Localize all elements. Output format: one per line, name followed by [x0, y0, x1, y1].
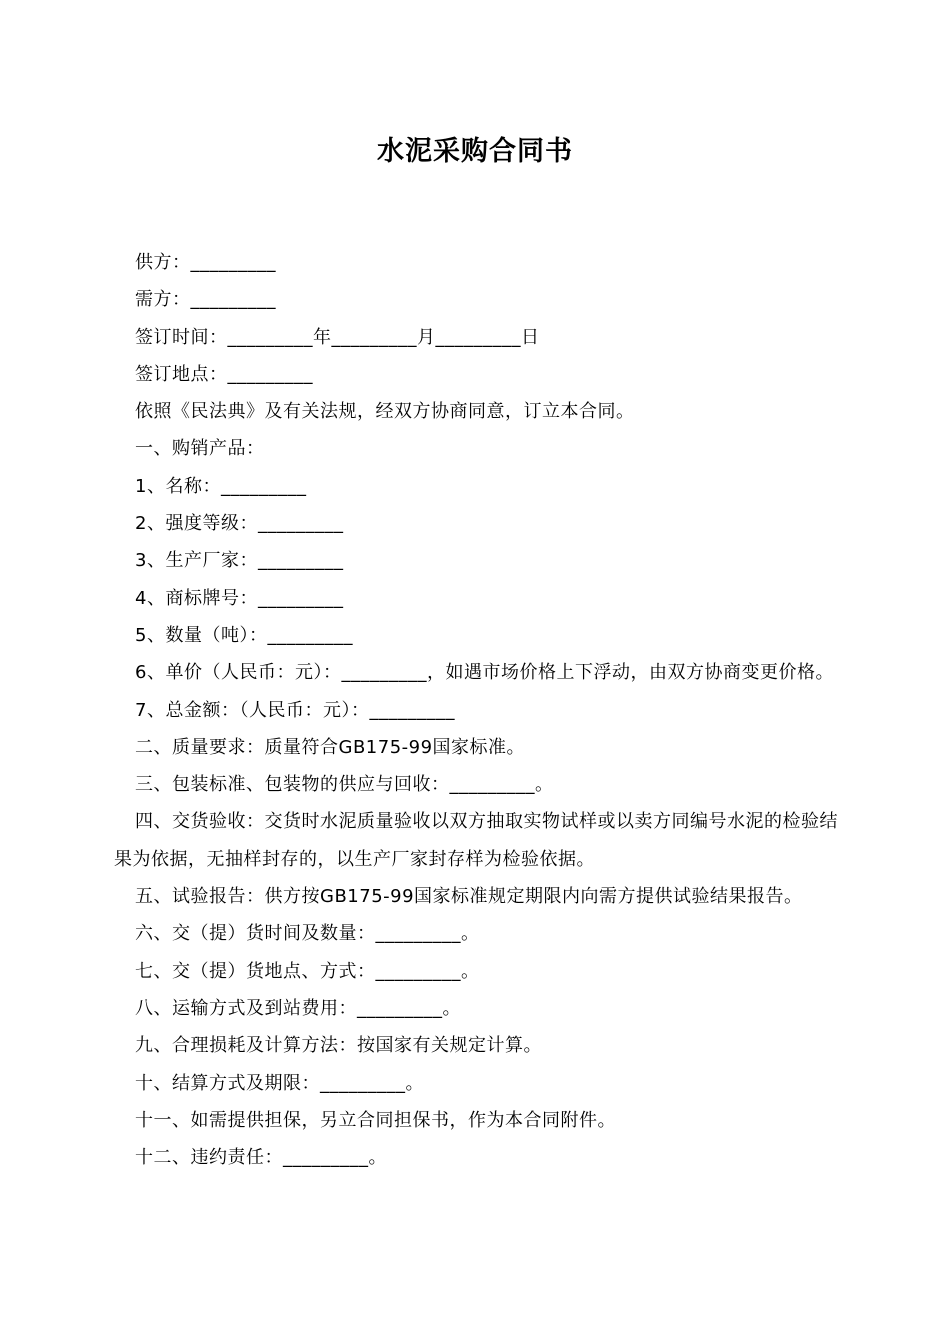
preamble-paragraph: 依照《民法典》及有关法规，经双方协商同意，订立本合同。 [135, 401, 635, 423]
quality-requirement-paragraph: 二、质量要求：质量符合GB175-99国家标准。 [135, 736, 526, 758]
manufacturer-line: 3、生产厂家：_________ [135, 550, 344, 572]
unit-price-paragraph: 6、单价（人民币：元）：_________，如遇市场价格上下浮动，由双方协商变更价格。 [135, 662, 834, 684]
packaging-paragraph: 三、包装标准、包装物的供应与回收：_________。 [135, 774, 554, 796]
quantity-line: 5、数量（吨）：_________ [135, 624, 353, 646]
strength-grade-line: 2、强度等级：_________ [135, 513, 344, 535]
delivery-time-paragraph: 六、交（提）货时间及数量：_________。 [135, 923, 480, 945]
product-name-line: 1、名称：_________ [135, 475, 307, 497]
brand-line: 4、商标牌号：_________ [135, 587, 344, 609]
transport-paragraph: 八、运输方式及到站费用：_________。 [135, 997, 461, 1019]
loss-calculation-paragraph: 九、合理损耗及计算方法：按国家有关规定计算。 [135, 1035, 542, 1057]
settlement-paragraph: 十、结算方式及期限：_________。 [135, 1072, 424, 1094]
document-title: 水泥采购合同书 [377, 136, 573, 167]
test-report-paragraph: 五、试验报告：供方按GB175-99国家标准规定期限内向需方提供试验结果报告。 [135, 886, 803, 908]
signing-place-line: 签订地点：_________ [135, 363, 313, 385]
total-amount-line: 7、总金额：（人民币：元）：_________ [135, 699, 455, 721]
guarantee-paragraph: 十一、如需提供担保，另立合同担保书，作为本合同附件。 [135, 1109, 616, 1131]
document-body [114, 244, 838, 1176]
section-heading-products: 一、购销产品： [135, 438, 265, 460]
liability-paragraph: 十二、违约责任：_________。 [135, 1147, 387, 1169]
supplier-line: 供方：_________ [135, 252, 276, 273]
delivery-place-paragraph: 七、交（提）货地点、方式：_________。 [135, 960, 480, 982]
buyer-line: 需方：_________ [135, 289, 276, 311]
delivery-acceptance-paragraph: 四、交货验收：交货时水泥质量验收以双方抽取实物试样或以卖方同编号水泥的检验结果为依据，无抽样封存的，以生产厂家封存样为检验依据。 [114, 811, 838, 870]
signing-date-line: 签订时间：_________年_________月_________日 [135, 326, 540, 348]
